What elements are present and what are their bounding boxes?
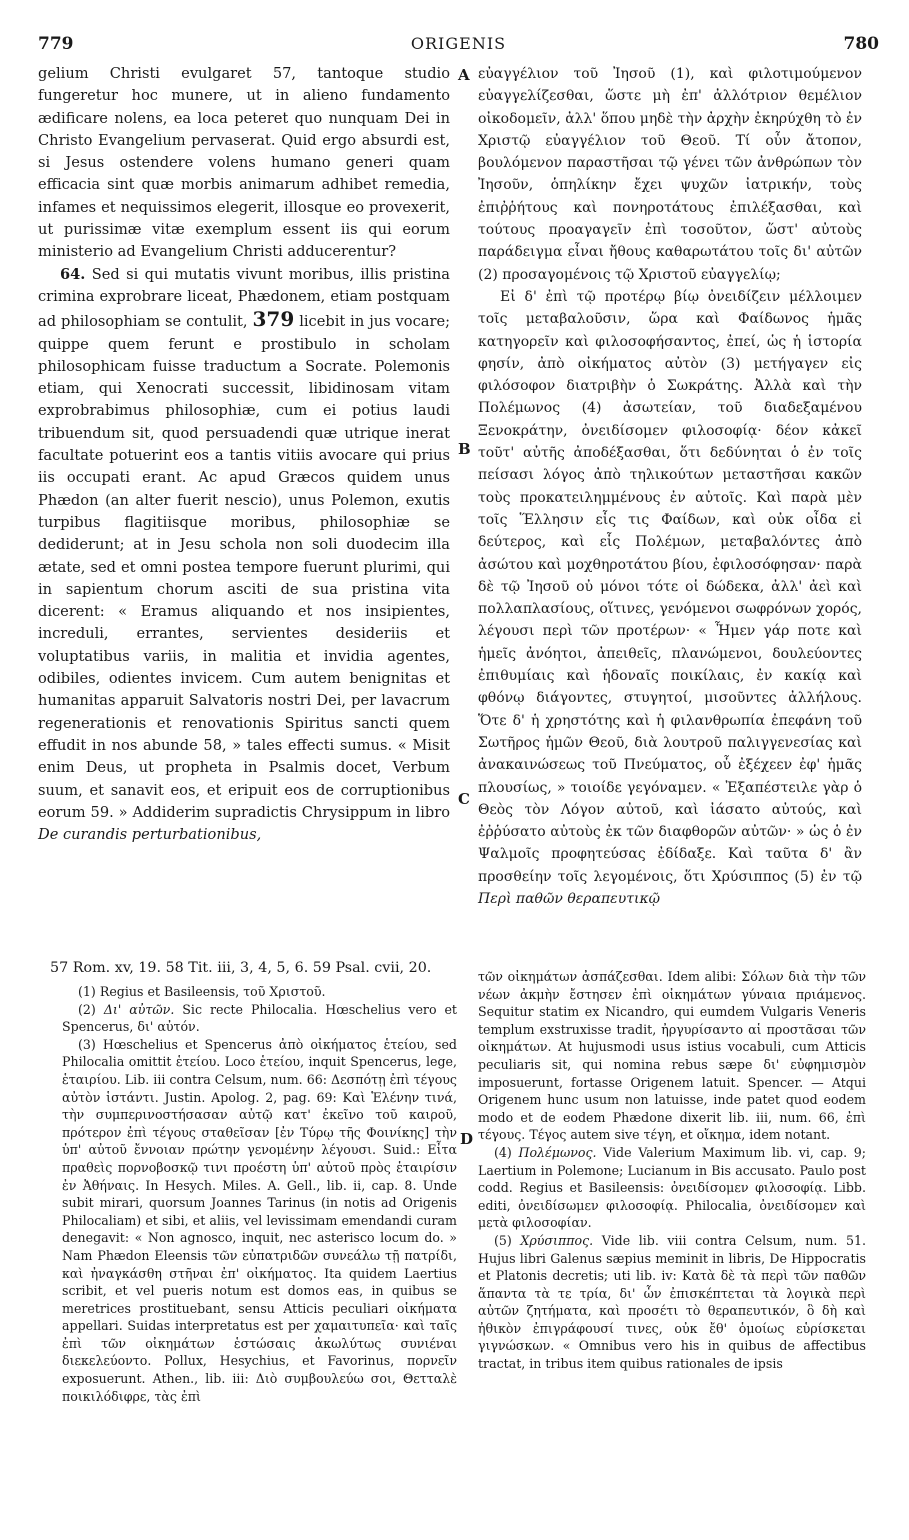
note-2-text: Sic recte Philocalia. Hœschelius vero et Spencerus, δι' αὐτόν. xyxy=(62,1001,457,1035)
latin-book-title: De curandis perturbationibus, xyxy=(38,826,262,844)
margin-letter-c: C xyxy=(458,790,470,808)
note-5-number: (5) xyxy=(494,1232,512,1248)
section-number: 64. xyxy=(60,265,86,283)
greek-paragraph-2-text: Εἰ δ' ἐπὶ τῷ προτέρῳ βίῳ ὀνειδίζειν μέλλοιμεν τοῖς μεταβαλοῦσιν, ὥρα καὶ Φαίδωνος ἡμᾶς κατηγορεῖν καὶ φιλοσοφήσαντος, ἐπεί, ὡς ἡ ἱστορία φησίν, ἀπὸ οἰκήματος αὐτὸν (3) μετήγαγεν εἰς φιλόσοφον διατριβὴν ὁ Σωκράτης. Ἀλλὰ καὶ τὴν Πολέμωνος (4) ἀσωτείαν, τοῦ διαδεξαμένου Ξενοκράτην, ὀνειδίσομεν φιλοσοφίᾳ· δέον κἀκεῖ τοῦτ' αὐτῆς ἀποδέξασθαι, ὅτι δεδύνηται ὁ ἐν τοῖς πείσασι λόγος ἀπὸ τηλικούτων μεταστῆσαι κακῶν τοὺς προκατειλημμένους ἐν αὐτοῖς. Καὶ παρὰ μὲν τοῖς Ἕλλησιν εἷς τις Φαίδων, καὶ οὐκ οἶδα εἰ δεύτερος, καὶ εἷς Πολέμων, μεταβαλόντες ἀπὸ ἀσώτου καὶ μοχθηροτάτου βίου, ἐφιλοσόφησαν· παρὰ δὲ τῷ Ἰησοῦ οὐ μόνοι τότε οἱ δώδεκα, ἀλλ' ἀεὶ καὶ πολλαπλασίους, οἵτινες, γενόμενοι σωφρόνων χορός, λέγουσι περὶ τῶν προτέρων· « Ἦμεν γάρ ποτε καὶ ἡμεῖς ἀνόητοι, ἀπειθεῖς, πλανώμενοι, δουλεύοντες ἐπιθυμίαις καὶ ἡδοναῖς ποικίλαις, ἐν κακίᾳ καὶ φθόνῳ διάγοντες, στυγητοί, μισοῦντες ἀλλήλους. Ὅτε δ' ἡ χρηστότης καὶ ἡ φιλανθρωπία ἐπεφάνη τοῦ Σωτῆρος ἡμῶν Θεοῦ, διὰ λουτροῦ παλιγγενεσίας καὶ ἀνακαινώσεως τοῦ Πνεύματος, οὗ ἐξέχεεν ἐφ' ἡμᾶς πλουσίως, » τοιοίδε γεγόναμεν. « Ἐξαπέστειλε γὰρ ὁ Θεὸς τὸν Λόγον αὐτοῦ, καὶ ἰάσατο αὐτούς, καὶ ἐῤῥύσατο αὐτοὺς ἐκ τῶν διαφθορῶν αὐτῶν· » ὡς ὁ ἐν Ψαλμοῖς προφητεύσας ἐδίδαξε. Καὶ ταῦτα δ' ἂν προσθείην τοῖς λεγομένοις, ὅτι Χρύσιππος (5) ἐν τῷ xyxy=(478,288,862,885)
note-1: (1) Regius et Basileensis, τοῦ Χριστοῦ. xyxy=(78,984,326,999)
greek-book-title: Περὶ παθῶν θεραπευτικῷ xyxy=(478,890,661,907)
note-3-continued: τῶν οἰκημάτων ἀσπάζεσθαι. Idem alibi: Σόλων διὰ τὴν τῶν νέων ἀκμὴν ἔστησεν ἐπὶ οἰκημάτων γύναια πριάμενος. Sequitur statim ex Nicandro, qui eumdem Vulgaris Veneris templum exstruxisse tradit, ἠργυρίσαντο αἱ προστᾶσαι τῶν οἰκημάτων. At hujusmodi usus istius vocabuli, cum Atticis peculiaris sit, qui nomina rebus sæpe δι' εὐφημισμὸν imposuerunt, fortasse Origenem latuit. Spencer. — Atqui Origenem hunc usum non latuisse, inde patet quod eodem modo et de eodem Phædone dixerit lib. iii, num. 66, ἐπὶ τέγους. Τέγος autem sive τέγη, et οἴκημα, idem notant. xyxy=(478,969,866,1143)
note-5 xyxy=(478,1232,866,1373)
page-number-right: 780 xyxy=(843,34,879,54)
notes-left-column xyxy=(62,983,457,1405)
greek-paragraph-2 xyxy=(478,286,862,910)
latin-paragraph-2 xyxy=(38,264,450,847)
note-2-lemma: Δι' αὐτῶν. xyxy=(103,1001,175,1017)
margin-letter-a: A xyxy=(458,66,470,84)
note-3: (3) Hœschelius et Spencerus ἀπὸ οἰκήματος ἑτείου, sed Philocalia omittit ἑτείου. Loco ἑτείου, inquit Spencerus, lege, ἑταιρίου. Lib. iii contra Celsum, num. 66: Δεσπότῃ ἐπὶ τέγους αὐτὸν ἱστάντι. Justin. Apolog. 2, pag. 69: Καὶ Ἑλένην τινά, τὴν συμπερινοστήσασαν αὐτῷ κατ' ἐκεῖνο τοῦ καιροῦ, πρότερον ἐπὶ τέγους σταθεῖσαν [ἐν Τύρῳ τῆς Φοινίκης] τὴν ὑπ' αὐτοῦ ἔννοιαν πρώτην γενομένην λέγουσι. Suid.: Εἶτα πραθεὶς πορνοβοσκῷ τινι προέστη ὑπ' αὐτοῦ πρὸς ἑταιρίσιν ἐν Ἀθήναις. In Hesych. Miles. A. Gell., lib. ii, cap. 8. Unde subit mirari, quorsum Joannes Tarinus (in notis ad Origenis Philocaliam) et sibi, et aliis, vel levissimam emendandi curam denegavit: « Non agnosco, inquit, nec asterisco locum do. » Nam Phædon Eleensis τῶν εὐπατριδῶν συνεάλω τῇ πατρίδι, καὶ ἠναγκάσθη στῆναι ἐπ' οἰκήματος. Ita quidem Laertius scribit, et vel pueris notum est domos eas, in quibus se meretrices prostituebant, sensu Atticis peculiari οἰκήματα appellari. Suidas interpretatus est per χαμαιτυπεῖα· καὶ ταῖς ἐπὶ τῶν οἰκημάτων ἑστώσαις ἀκωλύτως συνιέναι διεκελεύοντο. Pollux, Hesychius, et Favorinus, πορνεῖν exposuerunt. Athen., lib. iii: Διὸ συμβουλεύω σοι, Θετταλὲ ποικιλόδιφρε, τὰς ἐπὶ xyxy=(62,1036,457,1404)
margin-ref-number: 379 xyxy=(252,307,295,332)
latin-column xyxy=(38,63,450,846)
latin-paragraph-2a: Sed si qui mutatis vivunt moribus, illis pristina crimina exprobrare liceat, Phædonem, etiam postquam ad philosophiam se contulit, xyxy=(38,265,451,331)
note-5-lemma: Χρύσιππος. xyxy=(520,1232,594,1248)
note-2-number: (2) xyxy=(78,1001,96,1017)
running-title: ORIGENIS xyxy=(410,34,507,53)
note-4-lemma: Πολέμωνος. xyxy=(518,1144,597,1160)
scripture-references: 57 Rom. xv, 19. 58 Tit. iii, 3, 4, 5, 6. 59 Psal. cvii, 20. xyxy=(50,960,432,976)
note-4-text: Vide Valerium Maximum lib. vi, cap. 9; Laertium in Polemone; Lucianum in Bis accusato. Paulo post codd. Regius et Basileensis: ὀνειδίσομεν φιλοσοφίᾳ. Libb. editi, ὀνειδίσωμεν φιλοσοφίᾳ. Philocalia, ὀνειδίσομεν καὶ μετὰ φιλοσοφίαν. xyxy=(478,1144,866,1231)
margin-letter-d: D xyxy=(460,1130,474,1148)
note-5-text: Vide lib. viii contra Celsum, num. 51. Hujus libri Galenus sæpius meminit in libris, De Hippocratis et Platonis decretis; uti lib. iv: Κατὰ δὲ τὰ περὶ τῶν παθῶν ἅπαντα τὰ τε τρία, δι' ὧν ἐπισκέπτεται τὰ λογικὰ περὶ αὐτῶν ζητήματα, καὶ προσέτι τὸ θεραπευτικόν, ὃ δὴ καὶ ἠθικὸν ἐπιγράφουσί τινες, οὐκ ἔθ' ὁμοίως εὑρίσκεται γιγνώσκων. « Omnibus vero his in quibus de affectibus tractat, in tribus item quibus rationales de ipsis xyxy=(478,1232,866,1372)
notes-right-column xyxy=(478,968,866,1373)
note-4-number: (4) xyxy=(494,1144,512,1160)
page-number-left: 779 xyxy=(38,34,74,54)
running-header xyxy=(38,34,879,60)
greek-column xyxy=(478,63,862,910)
note-4 xyxy=(478,1144,866,1232)
note-2 xyxy=(62,1001,457,1036)
greek-paragraph-1: εὐαγγέλιον τοῦ Ἰησοῦ (1), καὶ φιλοτιμούμενον εὐαγγελίζεσθαι, ὥστε μὴ ἐπ' ἀλλότριον θεμέλιον οἰκοδομεῖν, ἀλλ' ὅπου μηδὲ τὴν ἀρχὴν ἐκηρύχθη τὸ ἐν Χριστῷ εὐαγγέλιον τοῦ Θεοῦ. Τί οὖν ἄτοπον, βουλόμενον παραστῆσαι τῷ γένει τῶν ἀνθρώπων τὸν Ἰησοῦν, ὁπηλίκην ἔχει ψυχῶν ἰατρικήν, τοὺς ἐπιῤῥήτους καὶ πονηροτάτους ἐπιλέξασθαι, καὶ τούτους προαγαγεῖν ἐπὶ τοσοῦτον, ὥστ' αὐτοὺς παράδειγμα εἶναι ἤθους καθαρωτάτου τοῖς δι' αὐτῶν (2) προσαγομένοις τῷ Χριστοῦ εὐαγγελίῳ; xyxy=(478,66,863,283)
latin-paragraph-2b: licebit in jus vocare; quippe quem ferunt e prostibulo in scholam philosophicam fuisse traductum a Socrate. Polemonis etiam, qui Xenocrati successit, libidinosam vitam exprobrabimus philosophiæ, cum ei potius laudi tribuendum sit, quod persuadendi quæ utrique inerat facultate potuerint eos a tantis vitiis avocare qui prius iis occupati erant. Ac apud Græcos quidem unus Phædon (an alter fuerit nescio), unus Polemon, exutis turpibus flagitiisque moribus, philosophiæ se dediderunt; at in Jesu schola non soli duodecim illa ætate, sed et omni postea tempore fuerunt plurimi, qui in sapientum chorum asciti de sua pristina vita dicerent: « Eramus aliquando et nos insipientes, increduli, errantes, servientes desideriis et voluptatibus variis, in malitia et invidia agentes, odibiles, odientes invicem. Cum autem benignitas et humanitas apparuit Salvatoris nostri Dei, per lavacrum regenerationis et renovationis Spiritus sancti quem effudit in nos abunde 58, » tales effecti sumus. « Misit enim Deus, ut propheta in Psalmis docet, Verbum suum, et sanavit eos, et eripuit eos de corruptionibus eorum 59. » Addiderim supradictis Chrysippum in libro xyxy=(38,313,450,821)
latin-paragraph-1: gelium Christi evulgaret 57, tantoque studio fungeretur hoc munere, ut in alieno fundamento ædificare nolens, ea loca peteret quo nunquam Dei in Christo Evangelium pervaserat. Quid ergo absurdi est, si Jesus ostendere volens humano generi quam efficacia sint quæ morbis animarum adhibet remedia, infames et nequissimos elegerit, illosque eo provexerit, ut purissimæ vitæ exemplum essent iis qui eorum ministerio ad Evangelium Christi adducerentur? xyxy=(38,65,450,261)
margin-letter-b: B xyxy=(458,440,471,458)
